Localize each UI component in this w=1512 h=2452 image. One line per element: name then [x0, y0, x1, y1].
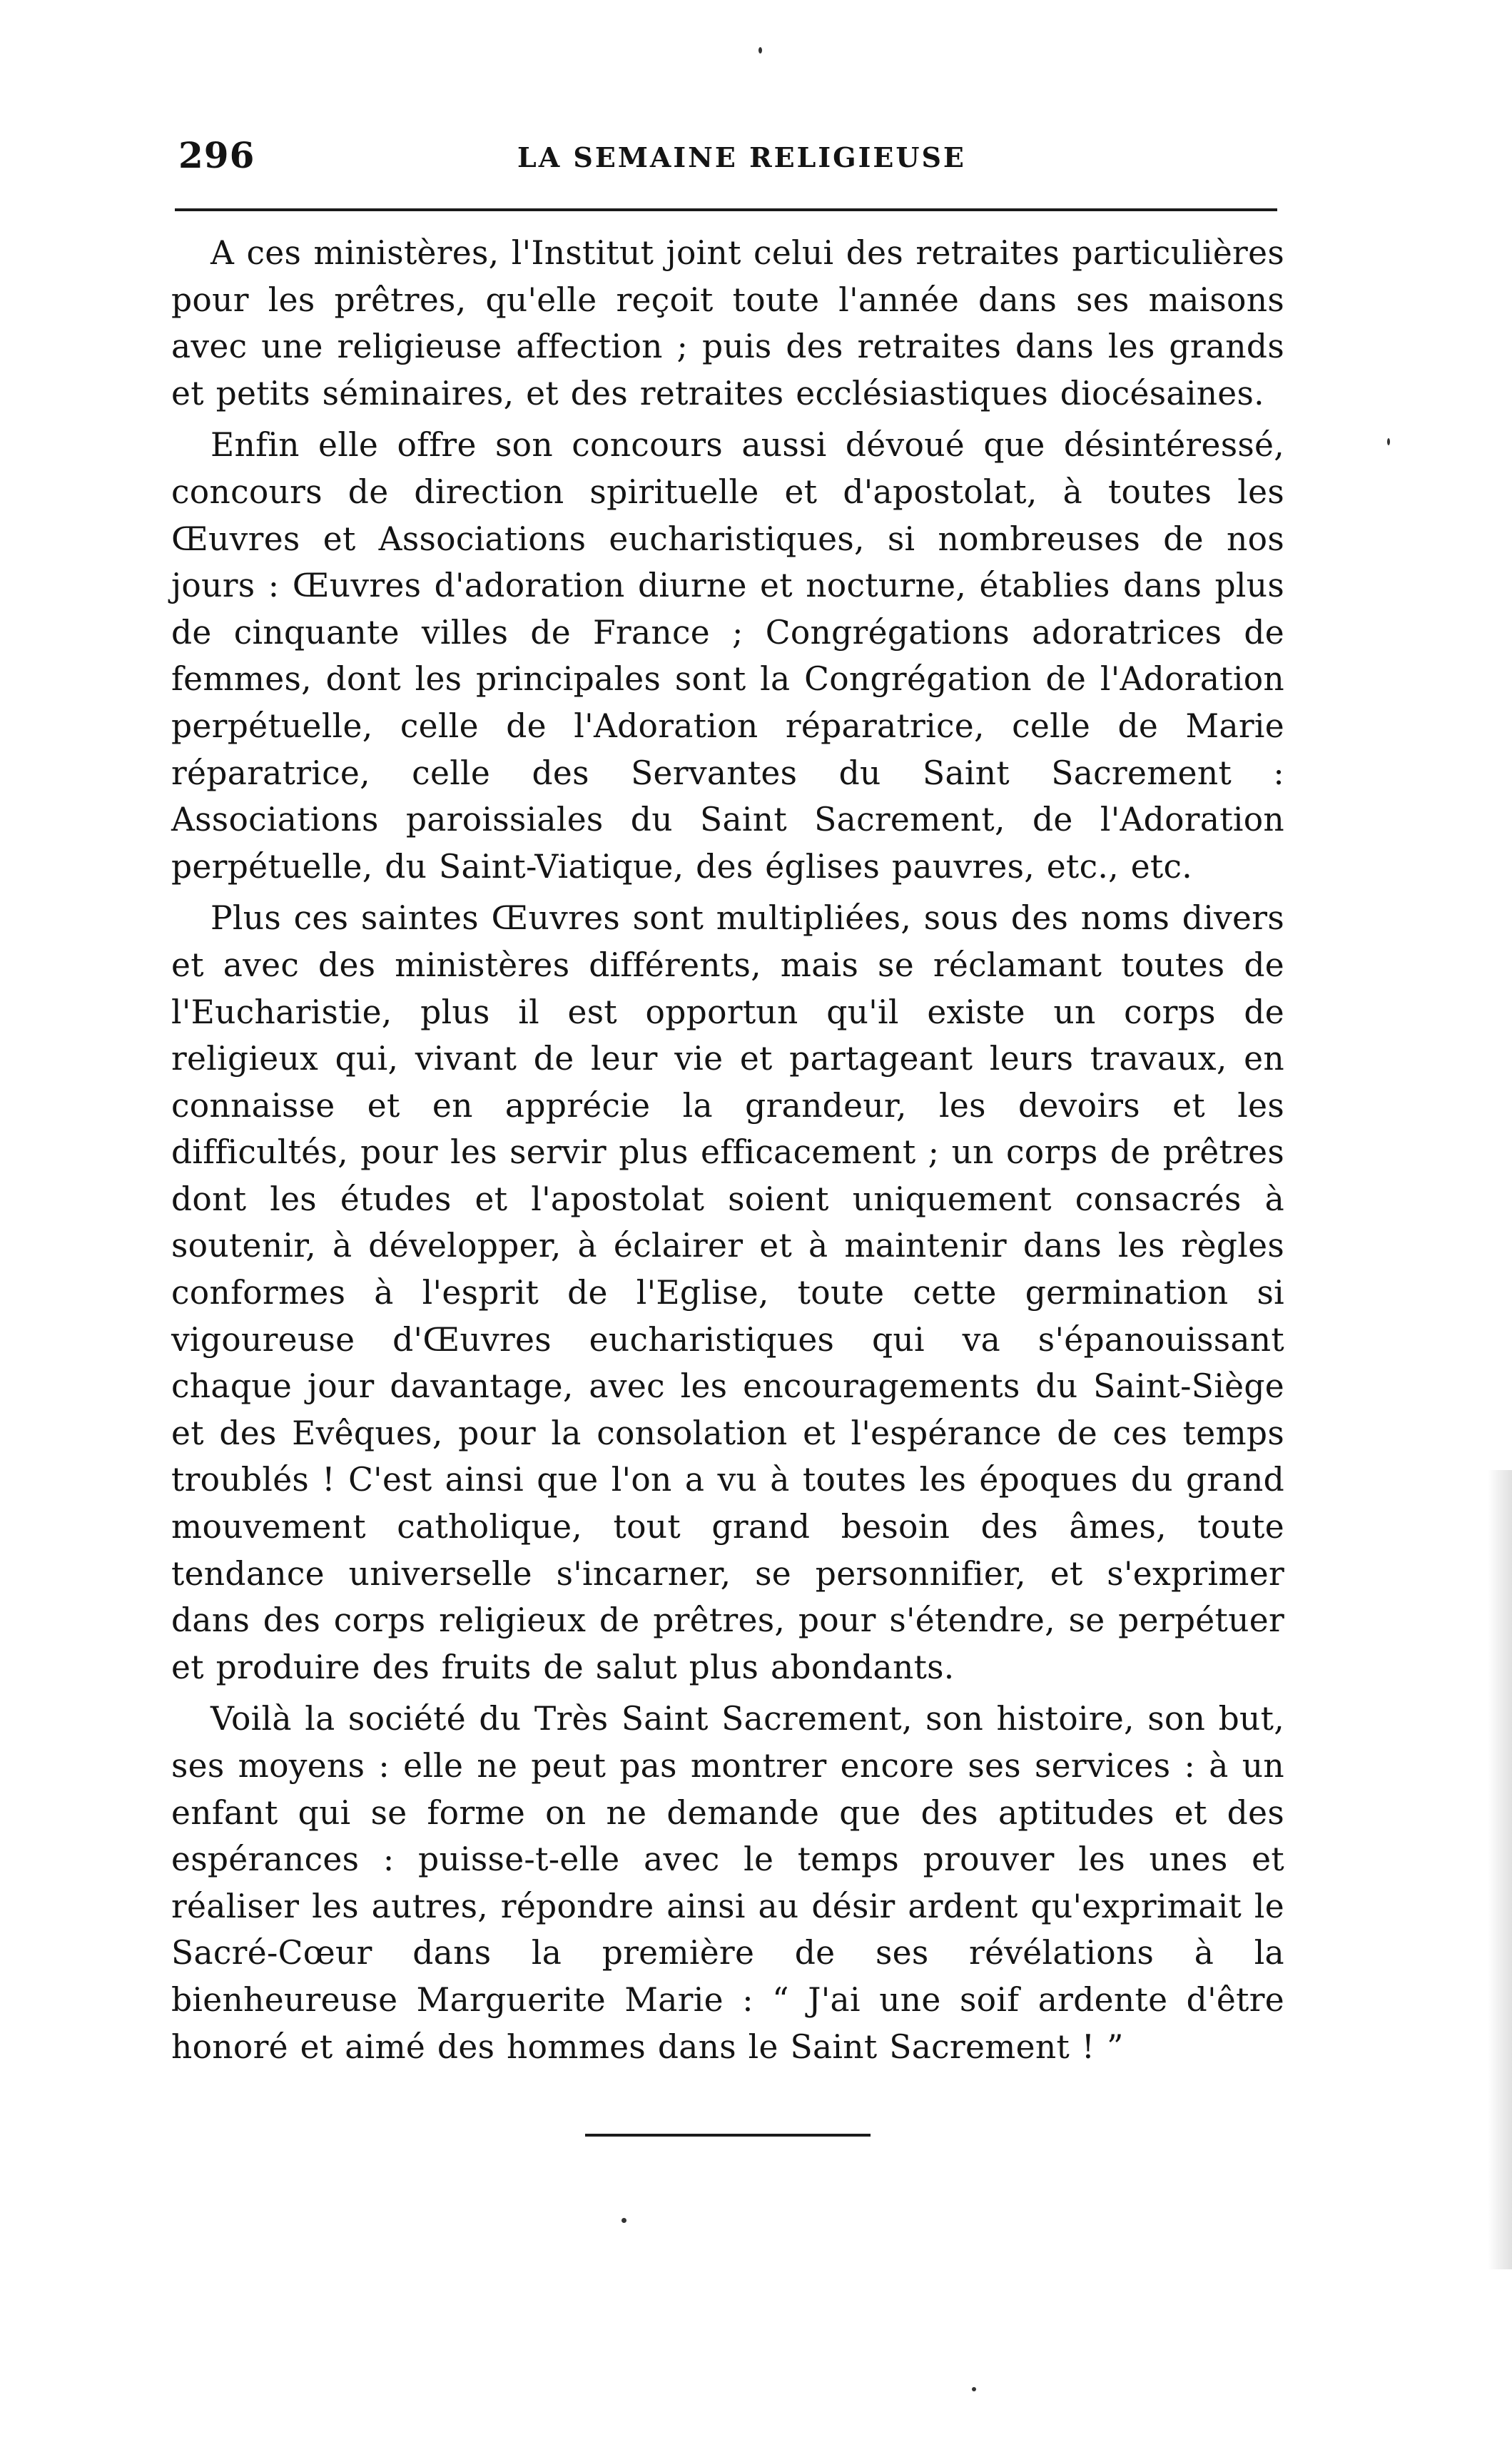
running-head: LA SEMAINE RELIGIEUSE	[517, 141, 966, 173]
header-rule	[175, 208, 1277, 211]
page-edge-shadow	[1488, 1470, 1512, 2269]
paragraph: Plus ces saintes Œuvres sont multipliées, sous des noms divers et avec des ministères différents, mais se réclamant toutes de l'Eucharistie, plus il est opportun qu'il existe un corps de religieux qui, vivant de leur vie et partageant leurs travaux, en connaisse et en apprécie la grandeur, les devoirs et les difficultés, pour les servir plus efficacement ; un corps de prêtres dont les études et l'apostolat soient uniquement consacrés à soutenir, à développer, à éclairer et à maintenir dans les règles conformes à l'esprit de l'Eglise, toute cette germination si vigoureuse d'Œuvres eucharistiques qui va s'épanouissant chaque jour davantage, avec les encouragements du Saint-Siège et des Evêques, pour la consolation et l'espérance de ces temps troublés ! C'est ainsi que l'on a vu à toutes les époques du grand mouvement catholique, tout grand besoin des âmes, toute tendance universelle s'incarner, se personnifier, et s'exprimer dans des corps religieux de prêtres, pour s'étendre, se perpétuer et produire des fruits de salut plus abondants.	[171, 899, 1284, 1686]
paragraph: A ces ministères, l'Institut joint celui des retraites particulières pour les prêtres, qu'elle reçoit toute l'année dans ses maisons avec une religieuse affection ; puis des retraites dans les grands et petits séminaires, et des retraites ecclésiastiques diocésaines.	[171, 234, 1284, 412]
end-rule	[585, 2134, 871, 2137]
body-text	[171, 230, 1284, 2075]
ink-speck	[758, 47, 762, 54]
page-number: 296	[178, 134, 255, 176]
ink-speck	[1387, 438, 1390, 445]
ink-speck	[972, 2387, 976, 2391]
paragraph: Enfin elle offre son concours aussi dévoué que désintéressé, concours de direction spirituelle et d'apostolat, à toutes les Œuvres et Associations eucharistiques, si nombreuses de nos jours : Œuvres d'adoration diurne et nocturne, établies dans plus de cinquante villes de France ; Congrégations adoratrices de femmes, dont les principales sont la Congrégation de l'Adoration perpétuelle, celle de l'Adoration réparatrice, celle de Marie réparatrice, celle des Servantes du Saint Sacrement : Associations paroissiales du Saint Sacrement, de l'Adoration perpétuelle, du Saint-Viatique, des églises pauvres, etc., etc.	[171, 426, 1284, 886]
ink-speck	[621, 2218, 626, 2223]
page-header	[178, 134, 1284, 184]
paragraph: Voilà la société du Très Saint Sacrement, son histoire, son but, ses moyens : elle ne peut pas montrer encore ses services : à un enfant qui se forme on ne demande que des aptitudes et des espérances : puisse-t-elle avec le temps prouver les unes et réaliser les autres, répondre ainsi au désir ardent qu'exprimait le Sacré-Cœur dans la première de ses révélations à la bienheureuse Marguerite Marie : “ J'ai une soif ardente d'être honoré et aimé des hommes dans le Saint Sacrement ! ”	[171, 1700, 1284, 2066]
